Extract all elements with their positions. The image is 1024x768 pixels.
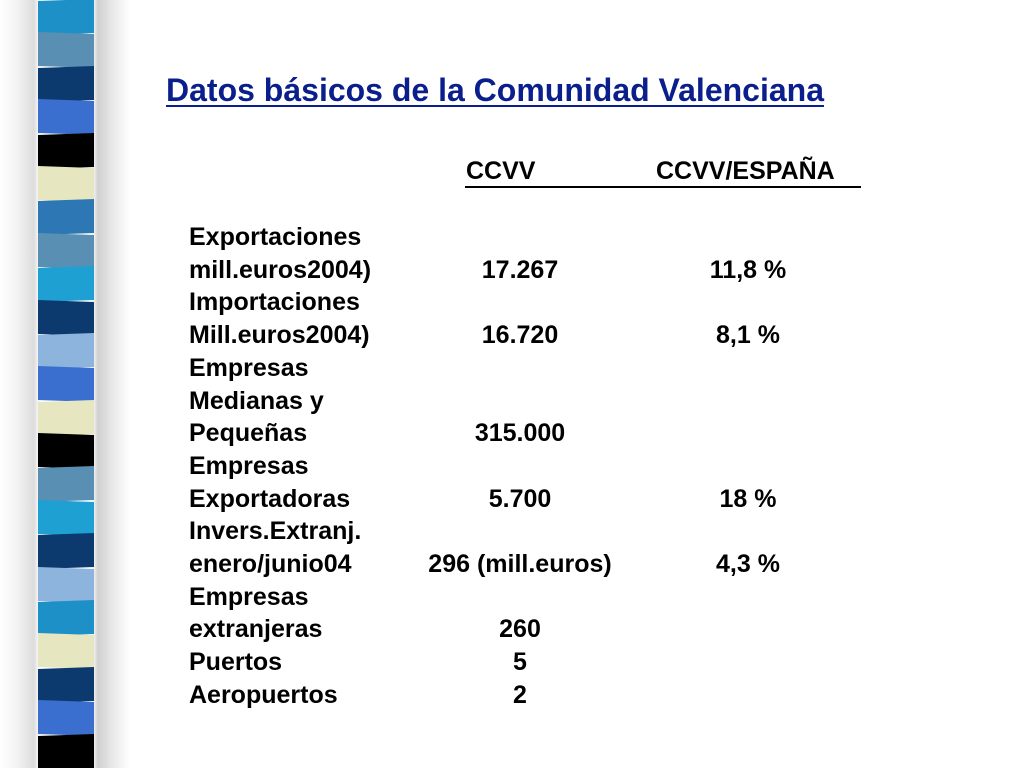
decorative-stripe [38,366,94,402]
row-label: Empresas [189,582,309,611]
row-label: enero/junio04 [189,550,352,578]
row-value-ccvv-espana: 8,1 % [716,321,780,350]
decorative-stripe [38,333,94,369]
row-label: Invers.Extranj. [189,517,362,546]
row-label: extranjeras [189,615,323,644]
slide-title: Datos básicos de la Comunidad Valenciana [166,72,824,108]
row-value-ccvv: 17.267 [481,255,559,284]
decorative-stripe [38,0,94,35]
decorative-stripe [38,600,94,636]
decorative-stripe [38,199,94,235]
decorative-stripe [38,567,94,603]
row-value-ccvv: 5 [513,648,527,677]
column-header-ccvv-espana: CCVV/ESPAÑA [656,157,835,185]
row-value-ccvv: 2 [513,680,527,709]
row-label: Puertos [189,648,283,677]
decorative-stripe [38,32,94,68]
decorative-stripe [38,700,94,736]
row-value-ccvv: 296 (mill.euros) [428,550,612,578]
row-label: Importaciones [189,288,360,317]
row-label: Empresas [189,353,309,382]
row-label: mill.euros2004) [189,255,372,284]
decorative-stripe [38,633,94,669]
decorative-stripe [38,667,94,703]
row-label: Empresas [189,451,309,480]
decorative-stripe [38,266,94,302]
row-value-ccvv: 315.000 [474,419,566,448]
decorative-stripe [38,300,94,336]
decorative-stripe [38,233,94,269]
decorative-stripe [38,433,94,469]
decorative-stripe [38,533,94,569]
row-value-ccvv-espana: 4,3 % [716,550,780,578]
row-value-ccvv: 16.720 [481,321,559,350]
decorative-stripe [38,166,94,202]
row-value-ccvv: 5.700 [488,484,552,513]
row-label: Mill.euros2004) [189,321,370,350]
row-label: Pequeñas [189,419,308,448]
decorative-stripe [38,66,94,102]
decorative-stripe-bar [0,0,130,768]
decorative-stripe [38,133,94,169]
decorative-stripe [38,734,94,768]
row-label: Aeropuertos [189,680,338,709]
row-value-ccvv-espana: 18 % [719,484,777,513]
decorative-stripe [38,400,94,436]
row-value-ccvv-espana: 11,8 % [709,255,787,284]
header-underline [465,186,861,188]
row-label: Exportadoras [189,484,351,513]
decorative-stripe [38,99,94,135]
row-label: Exportaciones [189,223,362,251]
row-label: Medianas y [189,386,324,415]
row-value-ccvv: 260 [499,615,541,644]
decorative-stripe [38,466,94,502]
column-header-ccvv: CCVV [466,157,536,185]
decorative-stripe [38,500,94,536]
